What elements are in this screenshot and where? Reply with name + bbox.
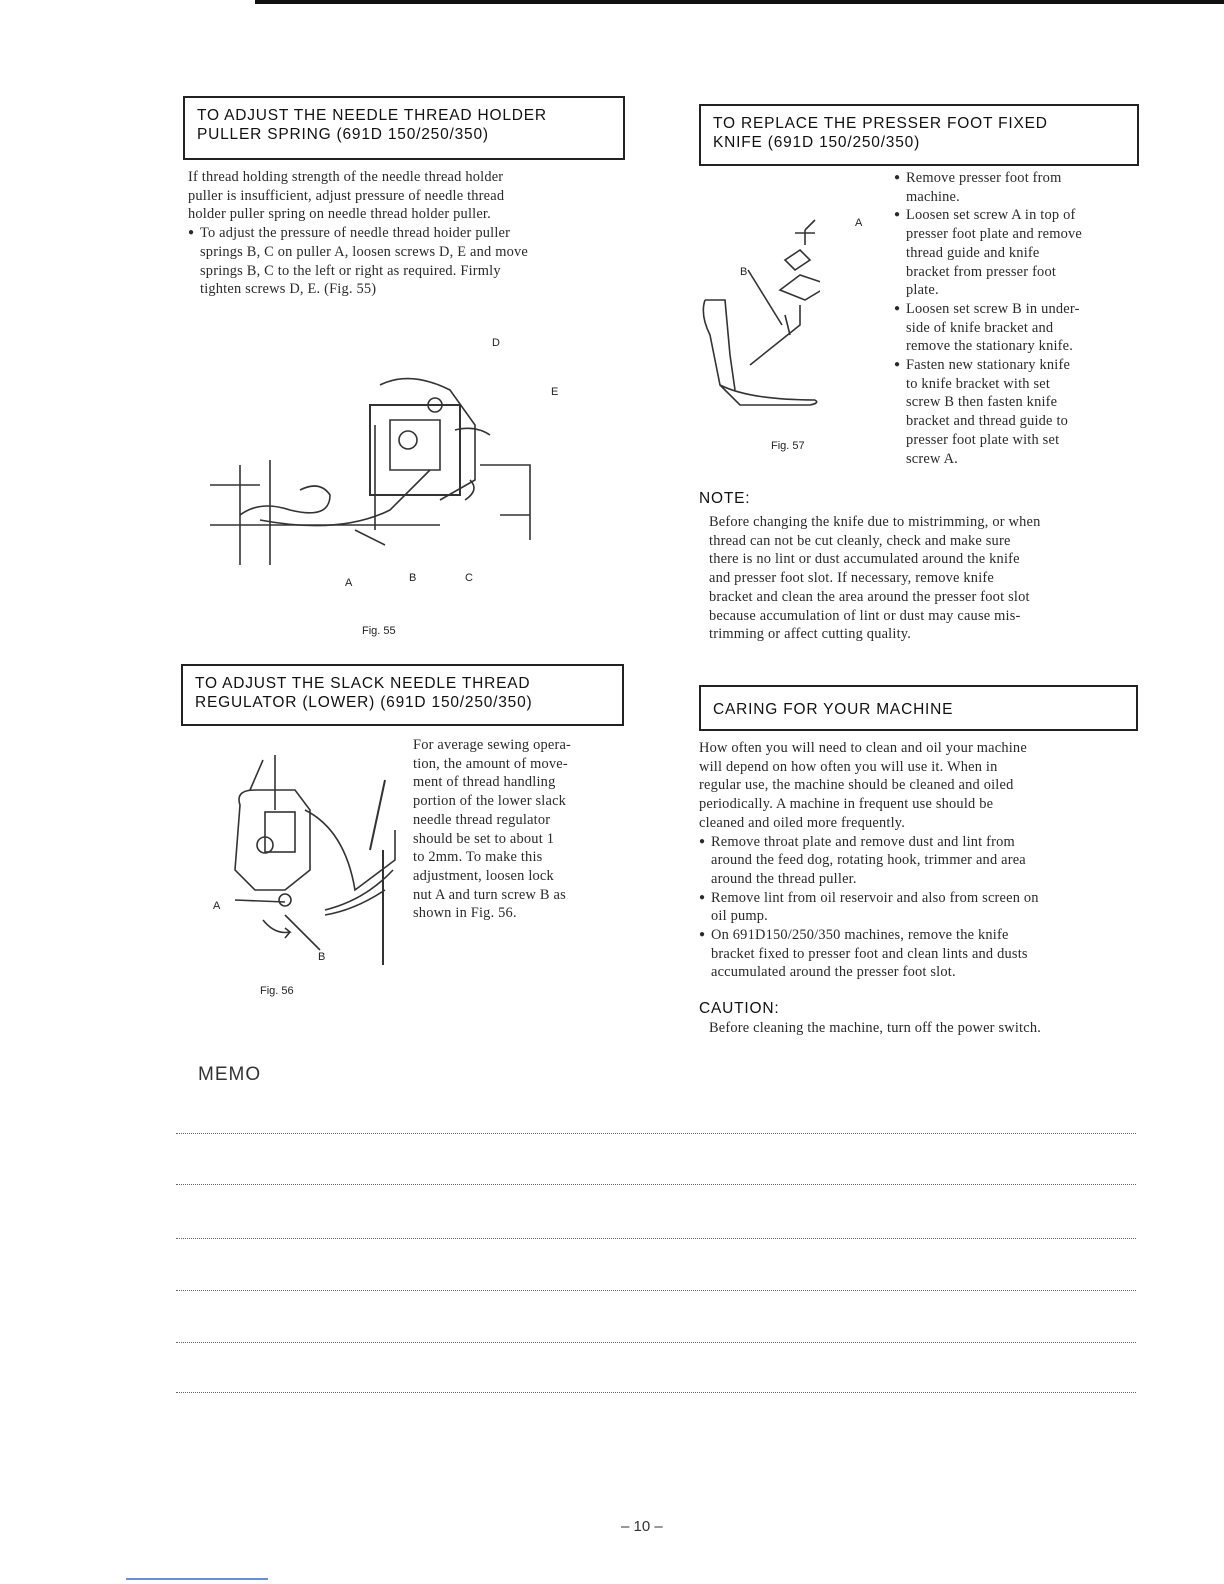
- text-line: because accumulation of lint or dust may cause mis-: [709, 607, 1021, 624]
- text-line: ● Fasten new stationary knife: [906, 357, 1071, 374]
- memo-line: [176, 1133, 1136, 1134]
- text-line: to 2mm. To make this: [413, 849, 543, 866]
- section-heading-slack-regulator: [181, 664, 624, 726]
- section-body-slack-regulator: [413, 736, 621, 923]
- text-line: If thread holding strength of the needle thread holder: [188, 169, 504, 185]
- text-line: presser foot plate and remove: [906, 226, 1083, 243]
- text-line: needle thread regulator: [413, 811, 551, 828]
- text-line: there is no lint or dust accumulated around the knife: [709, 551, 1020, 568]
- bullet-item: [699, 926, 1133, 982]
- text-line: adjustment, loosen lock: [413, 867, 554, 884]
- section-heading-presser-foot-knife: [699, 104, 1139, 166]
- bullet-item: [894, 356, 1136, 468]
- heading-line: PULLER SPRING (691D 150/250/350): [197, 126, 489, 143]
- note-body: [709, 513, 1135, 644]
- top-rule: [255, 0, 1224, 4]
- heading-line: CARING FOR YOUR MACHINE: [713, 701, 954, 718]
- text-line: bracket and thread guide to: [906, 413, 1069, 430]
- caution-title: CAUTION:: [699, 1000, 780, 1017]
- text-line: Before cleaning the machine, turn off the power switch.: [709, 1020, 1042, 1036]
- figure-label-a: A: [855, 217, 863, 229]
- text-line: regular use, the machine should be cleaned and oiled: [699, 777, 1014, 794]
- text-line: ment of thread handling: [413, 774, 556, 791]
- figure-label-b: B: [318, 951, 326, 963]
- text-line: machine.: [906, 188, 960, 205]
- text-line: oil pump.: [711, 908, 768, 925]
- text-line: to knife bracket with set: [906, 375, 1051, 392]
- memo-line: [176, 1342, 1136, 1343]
- heading-line: REGULATOR (LOWER) (691D 150/250/350): [195, 694, 533, 711]
- text-line: ● Remove presser foot from: [906, 170, 1062, 186]
- text-line: and presser foot slot. If necessary, remove knife: [709, 570, 994, 587]
- text-line: ● On 691D150/250/350 machines, remove the knife: [711, 927, 1009, 944]
- text-line: For average sewing opera-: [413, 737, 572, 753]
- page-number: – 10 –: [621, 1518, 663, 1535]
- text-line: ● Loosen set screw B in under-: [906, 300, 1080, 317]
- text-line: Before changing the knife due to mistrimming, or when: [709, 514, 1041, 530]
- text-line: screw B then fasten knife: [906, 394, 1058, 411]
- bullet-item: [894, 206, 1136, 300]
- text-line: side of knife bracket and: [906, 319, 1054, 336]
- section-body-caring: [699, 739, 1133, 982]
- text-line: thread can not be cut cleanly, check and make sure: [709, 532, 1011, 549]
- figure-label-c: C: [465, 572, 473, 584]
- figure-55-illustration: [200, 330, 550, 580]
- text-line: will depend on how often you will use it. When in: [699, 758, 998, 775]
- memo-line: [176, 1392, 1136, 1393]
- text-line: tighten screws D, E. (Fig. 55): [200, 281, 377, 298]
- text-line: tion, the amount of move-: [413, 755, 568, 772]
- section-body-needle-thread-holder: [188, 168, 624, 299]
- text-line: should be set to about 1: [413, 830, 555, 847]
- heading-line: TO ADJUST THE SLACK NEEDLE THREAD: [195, 675, 531, 692]
- text-line: holder puller spring on needle thread holder puller.: [188, 206, 491, 223]
- figure-57-illustration: [690, 215, 820, 415]
- text-line: cleaned and oiled more frequently.: [699, 814, 906, 831]
- text-line: puller is insufficient, adjust pressure of needle thread: [188, 187, 505, 204]
- text-line: ● Remove lint from oil reservoir and also from screen on: [711, 889, 1039, 906]
- bullet-item: [699, 889, 1133, 926]
- heading-line: TO ADJUST THE NEEDLE THREAD HOLDER: [197, 107, 547, 124]
- text-line: shown in Fig. 56.: [413, 905, 517, 922]
- text-line: thread guide and knife: [906, 244, 1040, 261]
- bullet-item: [188, 224, 624, 299]
- memo-title: MEMO: [198, 1064, 262, 1085]
- text-line: around the thread puller.: [711, 870, 857, 887]
- text-line: bracket from presser foot: [906, 263, 1057, 280]
- text-line: trimming or affect cutting quality.: [709, 626, 912, 643]
- figure-caption: Fig. 57: [771, 440, 805, 452]
- text-line: plate.: [906, 282, 939, 299]
- text-line: springs B, C to the left or right as required. Firmly: [200, 262, 501, 279]
- text-line: accumulated around the presser foot slot.: [711, 964, 956, 981]
- figure-label-d: D: [492, 337, 500, 349]
- text-line: bracket and clean the area around the presser foot slot: [709, 588, 1030, 605]
- text-line: ● Loosen set screw A in top of: [906, 207, 1076, 224]
- memo-line: [176, 1238, 1136, 1239]
- text-line: springs B, C on puller A, loosen screws D, E and move: [200, 243, 528, 260]
- figure-label-a: A: [345, 577, 353, 589]
- text-line: presser foot plate with set: [906, 431, 1060, 448]
- figure-label-a: A: [213, 900, 221, 912]
- text-line: ● Remove throat plate and remove dust and lint from: [711, 833, 1015, 850]
- heading-line: KNIFE (691D 150/250/350): [713, 134, 921, 151]
- bottom-link-underline: [126, 1578, 268, 1580]
- figure-label-b: B: [409, 572, 417, 584]
- text-line: remove the stationary knife.: [906, 338, 1074, 355]
- text-line: screw A.: [906, 450, 958, 467]
- heading-line: TO REPLACE THE PRESSER FOOT FIXED: [713, 115, 1048, 132]
- bullet-item: [699, 833, 1133, 889]
- memo-line: [176, 1184, 1136, 1185]
- section-heading-caring: [699, 685, 1138, 731]
- text-line: nut A and turn screw B as: [413, 886, 566, 903]
- bullet-item: [894, 169, 1136, 206]
- figure-label-b: B: [740, 266, 748, 278]
- text-line: ● To adjust the pressure of needle thread hoider puller: [200, 225, 511, 242]
- figure-56-illustration: [215, 750, 410, 970]
- figure-caption: Fig. 55: [362, 625, 396, 637]
- figure-caption: Fig. 56: [260, 985, 294, 997]
- memo-line: [176, 1290, 1136, 1291]
- text-line: around the feed dog, rotating hook, trimmer and area: [711, 852, 1026, 869]
- bullet-item: [894, 300, 1136, 356]
- figure-label-e: E: [551, 386, 559, 398]
- caution-body: [709, 1019, 1139, 1038]
- section-body-presser-foot-knife: [894, 169, 1136, 468]
- section-heading-needle-thread-holder: [183, 96, 625, 160]
- text-line: periodically. A machine in frequent use should be: [699, 796, 994, 813]
- text-line: portion of the lower slack: [413, 793, 567, 810]
- text-line: How often you will need to clean and oil your machine: [699, 740, 1027, 756]
- note-title: NOTE:: [699, 490, 751, 507]
- text-line: bracket fixed to presser foot and clean lints and dusts: [711, 945, 1028, 962]
